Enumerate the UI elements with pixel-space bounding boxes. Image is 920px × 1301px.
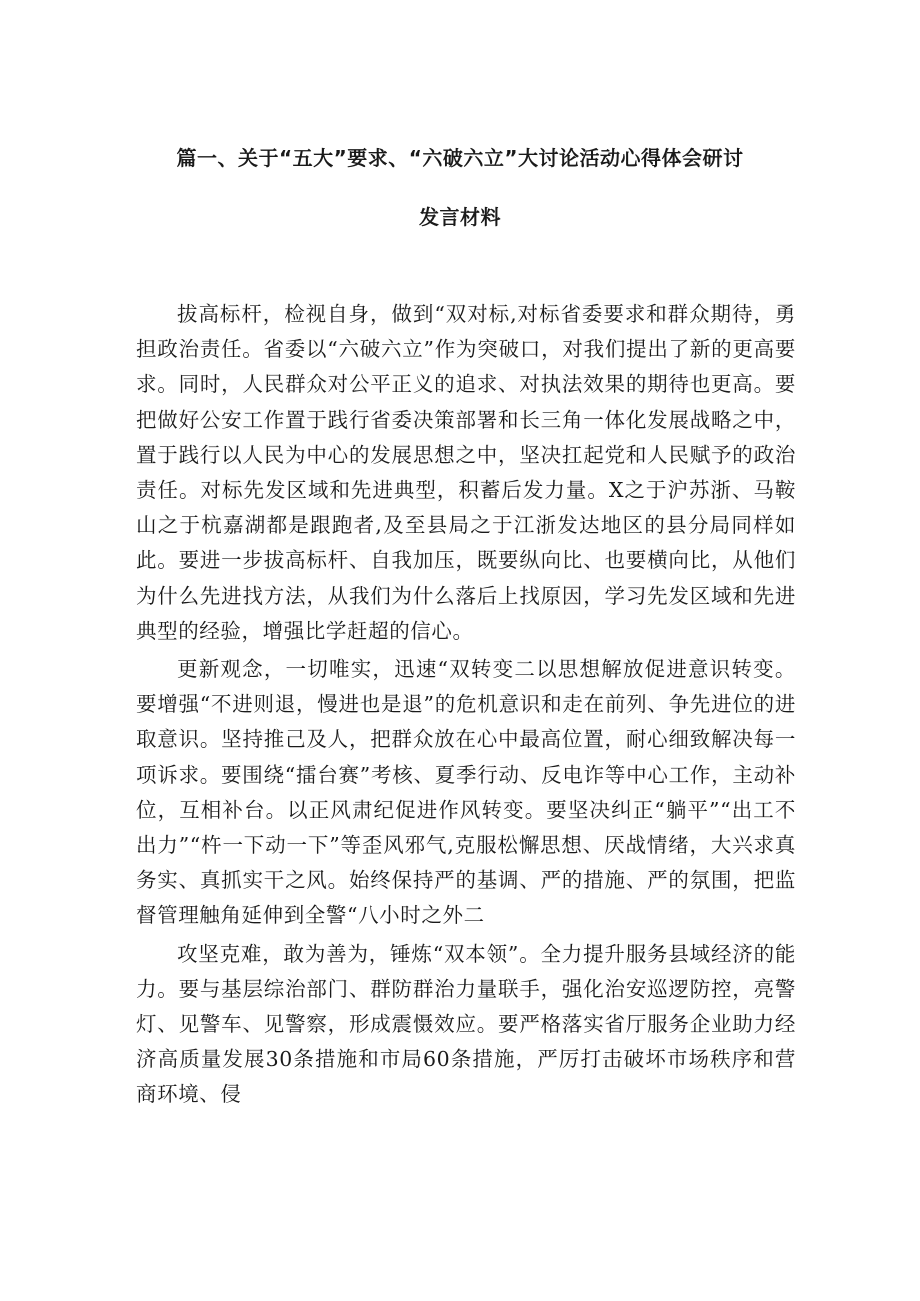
document-body [136,297,796,1113]
body-paragraph: 更新观念，一切唯实，迅速“双转变二以思想解放促进意识转变。要增强“不进则退，慢进也是退”的危机意识和走在前列、争先进位的进取意识。坚持推己及人，把群众放在心中最高位置，耐心细致解决每一项诉求。要围绕“擂台赛”考核、夏季行动、反电诈等中心工作，主动补位，互相补台。以正风肃纪促进作风转变。要坚决纠正“躺平”“出工不出力”“杵一下动一下”等歪风邪气,克服松懈思想、厌战情绪，大兴求真务实、真抓实干之风。始终保持严的基调、严的措施、严的氛围，把监督管理触角延伸到全警“八小时之外二 [136,657,796,928]
document-title-line-2: 发言材料 [419,205,501,229]
document-title-line-1: 篇一、关于“五大”要求、“六破六立”大讨论活动心得体会研讨 [176,146,744,170]
body-paragraph: 拔高标杆，检视自身，做到“双对标,对标省委要求和群众期待，勇担政治责任。省委以“六破六立”作为突破口，对我们提出了新的更高要求。同时，人民群众对公平正义的追求、对执法效果的期待也更高。要把做好公安工作置于践行省委决策部署和长三角一体化发展战略之中，置于践行以人民为中心的发展思想之中，坚决扛起党和人民赋予的政治责任。对标先发区域和先进典型，积蓄后发力量。X之于沪苏浙、马鞍山之于杭嘉湖都是跟跑者,及至县局之于江浙发达地区的县分局同样如此。要进一步拔高标杆、自我加压，既要纵向比、也要横向比，从他们为什么先进找方法，从我们为什么落后上找原因，学习先发区域和先进典型的经验，增强比学赶超的信心。 [136,302,796,643]
body-paragraph: 攻坚克难，敢为善为，锤炼“双本领”。全力提升服务县域经济的能力。要与基层综治部门、群防群治力量联手，强化治安巡逻防控，亮警灯、见警车、见警察，形成震慑效应。要严格落实省厅服务企业助力经济高质量发展30条措施和市局60条措施，严厉打击破坏市场秩序和营商环境、侵 [136,941,796,1107]
